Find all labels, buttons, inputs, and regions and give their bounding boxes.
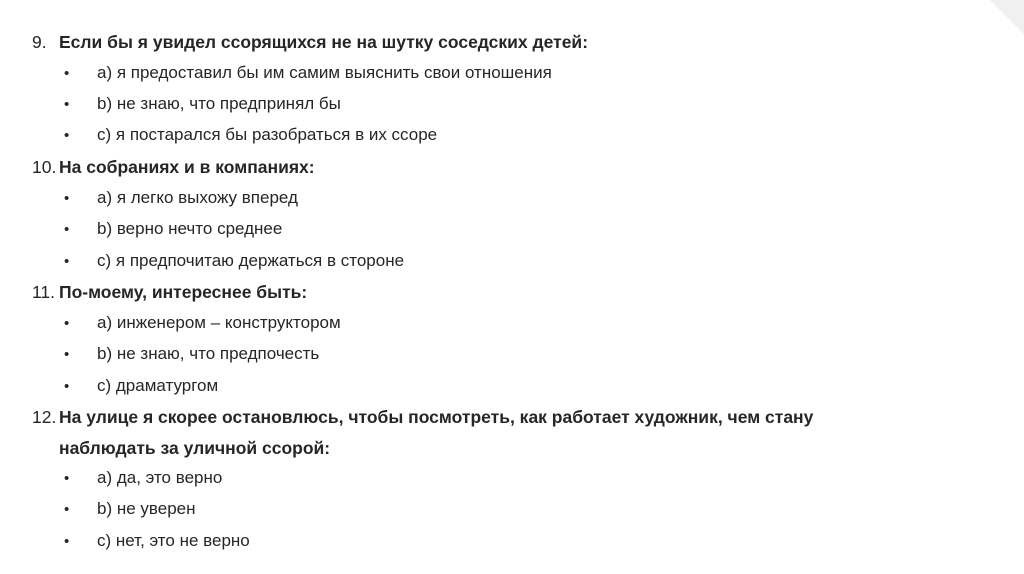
option-text: b) не знаю, что предпочесть [97,344,320,363]
bullet-icon: • [64,533,70,550]
option-10c [64,250,404,273]
bullet-icon: • [64,501,70,518]
option-text: a) да, это верно [97,468,223,487]
bullet-icon: • [64,65,70,82]
question-9 [32,31,879,58]
question-text: Если бы я увидел ссорящихся не на шутку соседских детей: [59,32,589,52]
question-10 [32,156,879,183]
option-text: c) я предпочитаю держаться в стороне [97,251,405,270]
bullet-icon: • [64,315,70,332]
question-12 [32,406,879,464]
bullet-icon: • [64,221,70,238]
option-text: b) не знаю, что предпринял бы [97,94,341,113]
option-text: a) я легко выхожу вперед [97,188,298,207]
bullet-icon: • [64,96,70,113]
option-12b [64,498,196,521]
bullet-icon: • [64,127,70,144]
option-12c [64,530,250,553]
question-number: 12. [32,407,57,427]
bullet-icon: • [64,190,70,207]
option-text: c) нет, это не верно [97,531,250,550]
option-11a [64,312,341,335]
option-9b [64,93,341,116]
option-text: a) инженером – конструктором [97,313,341,332]
option-text: a) я предоставил бы им самим выяснить свои отношения [97,63,552,82]
option-9a [64,62,552,85]
option-text: b) не уверен [97,499,196,518]
option-9c [64,124,437,147]
bullet-icon: • [64,378,70,395]
option-text: c) я постарался бы разобраться в их ссоре [97,125,438,144]
page-corner-shadow [990,0,1024,34]
option-text: b) верно нечто среднее [97,219,283,238]
bullet-icon: • [64,470,70,487]
bullet-icon: • [64,346,70,363]
question-number: 10. [32,157,57,177]
question-text: По-моему, интереснее быть: [59,282,308,302]
question-text: На улице я скорее остановлюсь, чтобы посмотреть, как работает художник, чем стану наблюдать за уличной ссорой: [59,407,814,458]
question-text: На собраниях и в компаниях: [59,157,315,177]
option-10a [64,187,298,210]
option-10b [64,218,282,241]
question-number: 9. [32,32,47,52]
question-number: 11. [32,282,56,302]
option-12a [64,467,222,490]
question-11 [32,281,879,308]
option-11b [64,343,319,366]
option-11c [64,375,218,398]
bullet-icon: • [64,253,70,270]
option-text: c) драматургом [97,376,219,395]
